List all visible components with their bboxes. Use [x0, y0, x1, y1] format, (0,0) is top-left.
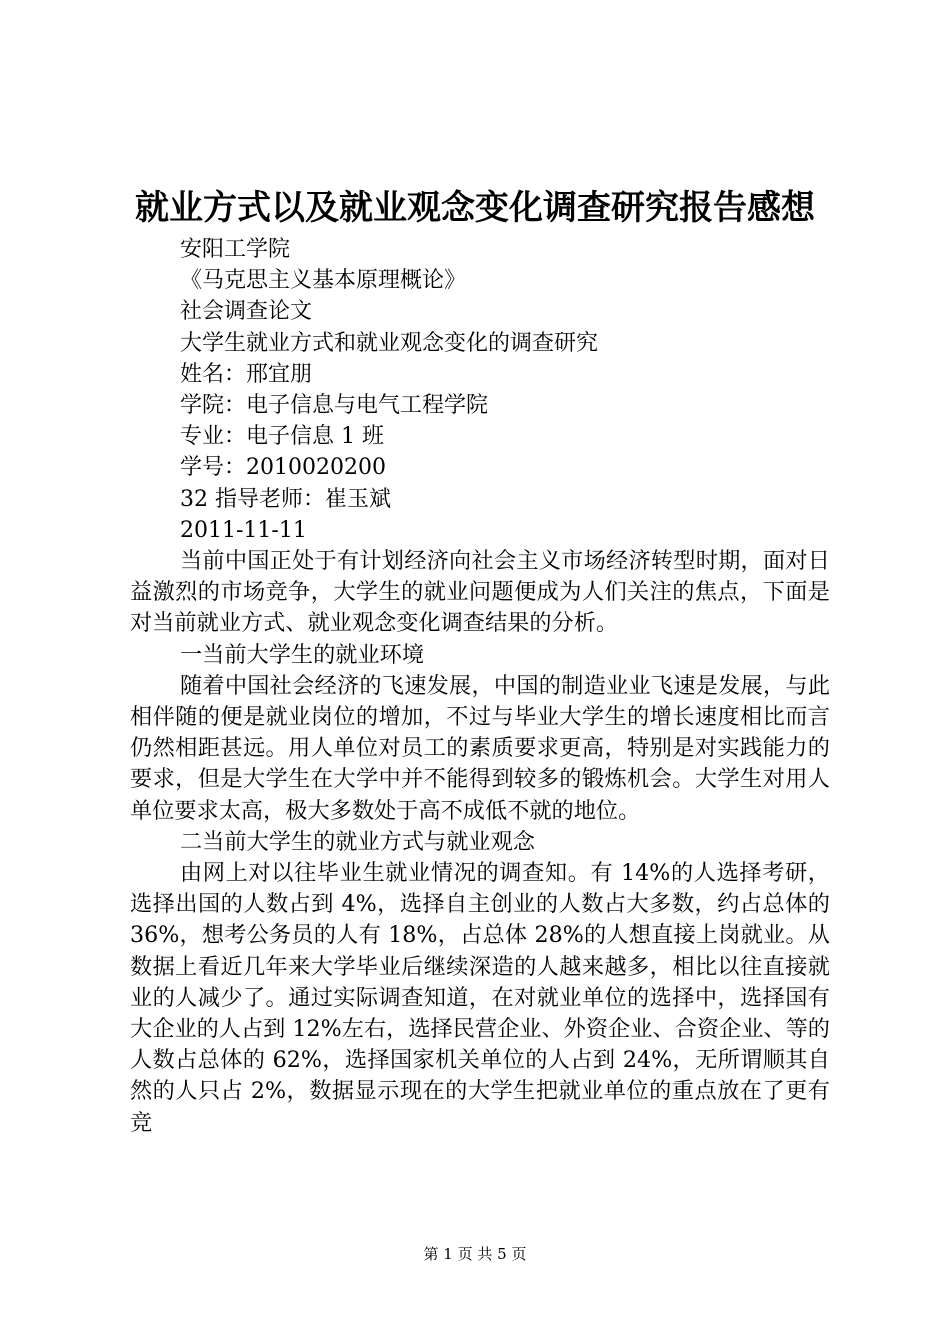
section1-paragraph: 随着中国社会经济的飞速发展，中国的制造业业飞速是发展，与此相伴随的便是就业岗位的增加，不过与毕业大学生的增长速度相比而言仍然相距甚远。用人单位对员工的素质要求更高，特别是对实践能力的要求，但是大学生在大学中并不能得到较多的锻炼机会。大学生对用人单位要求太高，极大多数处于高不成低不就的地位。 [130, 672, 830, 824]
meta-subtitle: 大学生就业方式和就业观念变化的调查研究 [180, 330, 599, 356]
section1-heading: 一当前大学生的就业环境 [180, 641, 425, 668]
meta-name: 姓名：邢宜朋 [180, 361, 313, 387]
meta-paper-type: 社会调查论文 [180, 299, 313, 325]
meta-advisor: 32 指导老师：崔玉斌 [180, 486, 391, 512]
meta-course: 《马克思主义基本原理概论》 [180, 268, 467, 294]
document-meta [180, 234, 840, 546]
intro-paragraph: 当前中国正处于有计划经济向社会主义市场经济转型时期，面对日益激烈的市场竞争，大学生的就业问题便成为人们关注的焦点，下面是对当前就业方式、就业观念变化调查结果的分析。 [130, 548, 830, 637]
meta-student-id: 学号：2010020200 [180, 455, 386, 481]
meta-college: 学院：电子信息与电气工程学院 [180, 392, 489, 418]
page-footer: 第 1 页 共 5 页 [423, 1245, 527, 1263]
meta-date: 2011-11-11 [180, 517, 307, 543]
section2-paragraph: 由网上对以往毕业生就业情况的调查知。有 14%的人选择考研，选择出国的人数占到 4%，选择自主创业的人数占大多数，约占总体的 36%，想考公务员的人有 18%，占总体 28%的人想直接上岗就业。从数据上看近几年来大学毕业后继续深造的人越来越多，相比以往直接就业的人减少了。通过实际调查知道，在对就业单位的选择中，选择国有大企业的人占到 12%左右，选择民营企业、外资企业、合资企业、等的人数占总体的 62%，选择国家机关单位的人占到 24%，无所谓顺其自然的人只占 2%，数据显示现在的大学生把就业单位的重点放在了更有竞 [130, 860, 830, 1136]
document-title: 就业方式以及就业观念变化调查研究报告感想 [135, 188, 815, 228]
document-body [130, 546, 830, 1139]
meta-school: 安阳工学院 [180, 237, 291, 262]
section2-heading: 二当前大学生的就业方式与就业观念 [180, 828, 535, 855]
meta-major: 专业：电子信息 1 班 [180, 424, 384, 450]
